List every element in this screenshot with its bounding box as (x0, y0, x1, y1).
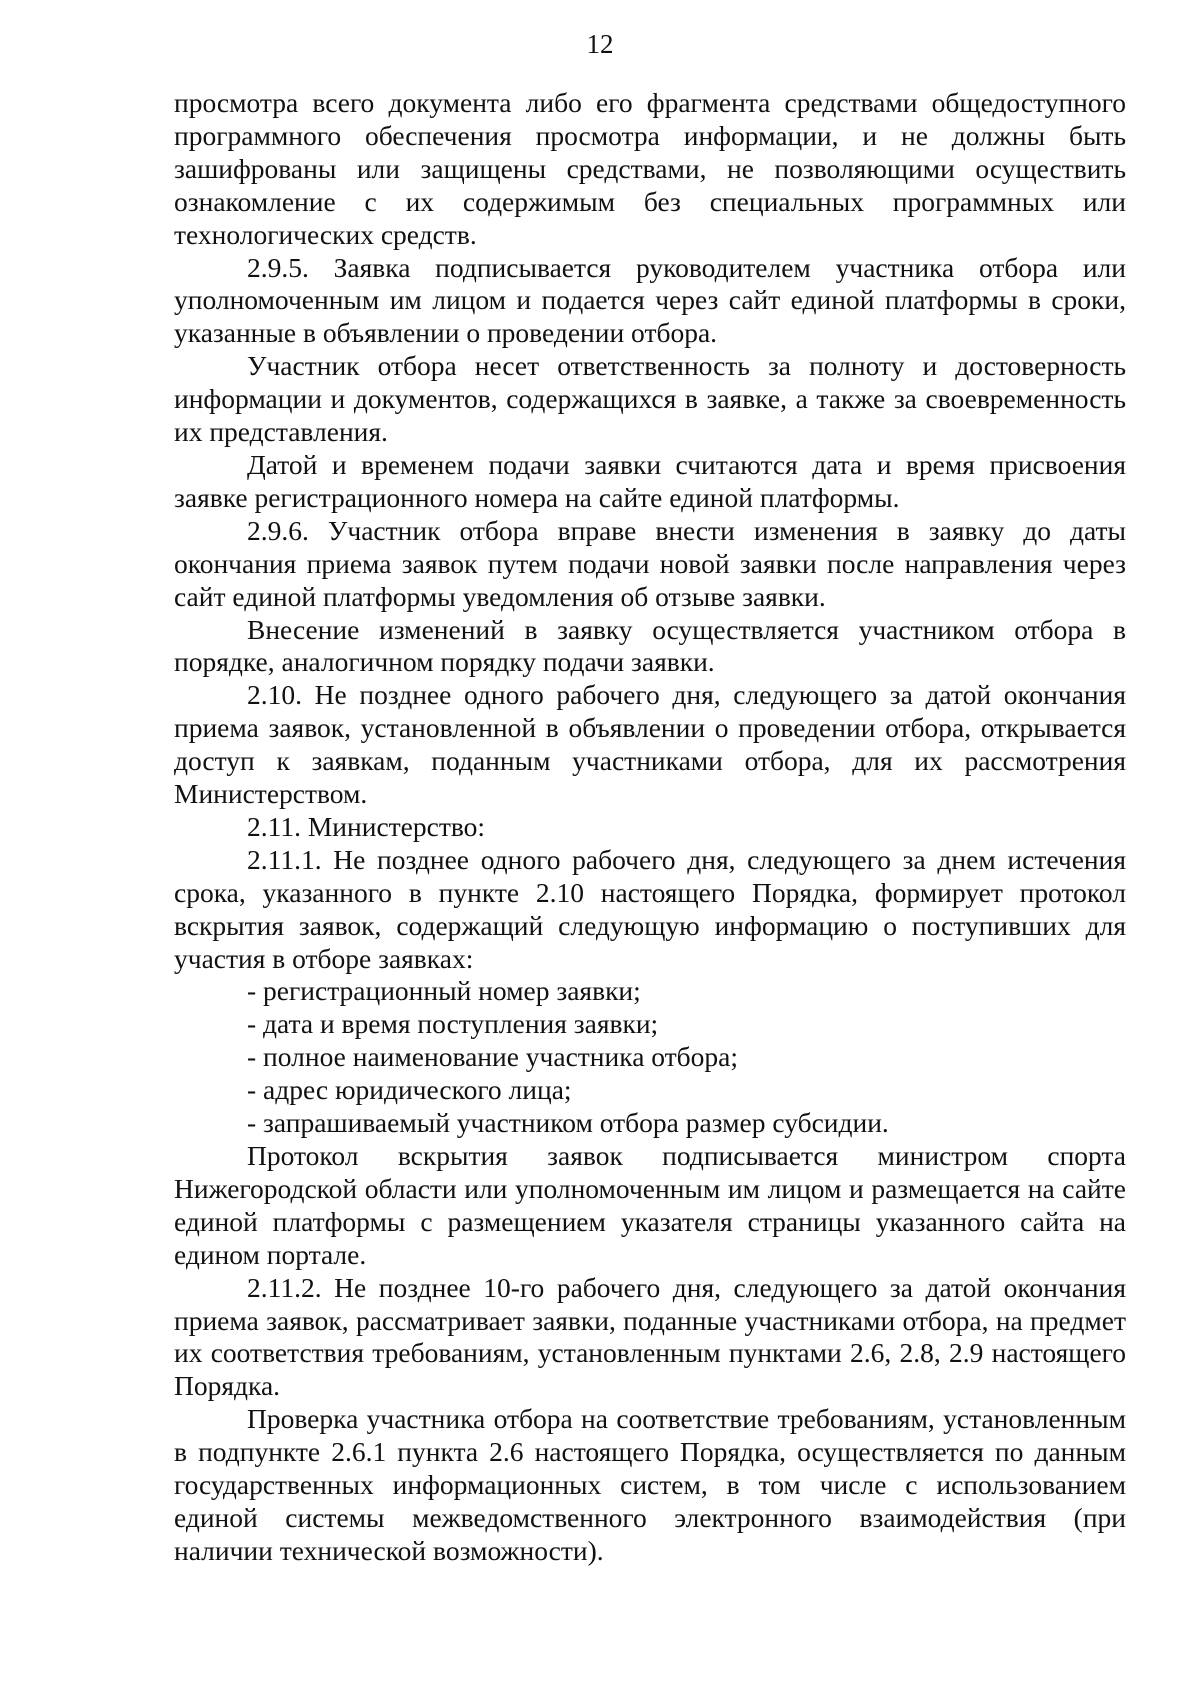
paragraph-1: просмотра всего документа либо его фрагмента средствами общедоступного программного обеспечения просмотра информации, и не должны быть зашифрованы или защищены средствами, не позволяющими осуществить ознакомление с их содержимым без специальных программных или технологических средств. (174, 87, 1126, 250)
list-item: - запрашиваемый участником отбора размер субсидии. (247, 1107, 889, 1139)
list-item: - регистрационный номер заявки; (247, 975, 641, 1007)
paragraph-submission-date: Датой и временем подачи заявки считаются дата и время присвоения заявке регистрационного номера на сайте единой платформы. (174, 448, 1126, 513)
page-number: 12 (586, 29, 614, 59)
paragraph-protocol: Протокол вскрытия заявок подписывается министром спорта Нижегородской области или уполномоченным им лицом и размещается на сайте единой платформы с размещением указателя страницы указанного сайта на едином портале. (174, 1140, 1126, 1270)
paragraph-2-11-1: 2.11.1. Не позднее одного рабочего дня, следующего за днем истечения срока, указанного в пункте 2.10 настоящего Порядка, формирует протокол вскрытия заявок, содержащий следующую информацию о поступивших для участия в отборе заявках: (174, 843, 1126, 974)
paragraph-verification: Проверка участника отбора на соответствие требованиям, установленным в подпункте 2.6.1 пункта 2.6 настоящего Порядка, осуществляется по данным государственных информационных систем, в том числе с использованием единой системы межведомственного электронного взаимодействия (при наличии технической возможности). (174, 1403, 1126, 1566)
list-item: - дата и время поступления заявки; (247, 1008, 659, 1040)
list-item: - адрес юридического лица; (247, 1074, 572, 1106)
paragraph-2-10: 2.10. Не позднее одного рабочего дня, следующего за датой окончания приема заявок, установленной в объявлении о проведении отбора, открывается доступ к заявкам, поданным участниками отбора, для их рассмотрения Министерством. (174, 679, 1126, 810)
paragraph-changes: Внесение изменений в заявку осуществляется участником отбора в порядке, аналогичном порядку подачи заявки. (174, 613, 1126, 678)
paragraph-2-9-5: 2.9.5. Заявка подписывается руководителем участника отбора или уполномоченным им лицом и подается через сайт единой платформы в сроки, указанные в объявлении о проведении отбора. (174, 251, 1126, 349)
list-item: - полное наименование участника отбора; (247, 1041, 739, 1073)
paragraph-2-11: 2.11. Министерство: (247, 810, 486, 842)
paragraph-2-9-6: 2.9.6. Участник отбора вправе внести изменения в заявку до даты окончания приема заявок путем подачи новой заявки после направления через сайт единой платформы уведомления об отзыве заявки. (174, 514, 1126, 612)
document-body (174, 87, 1126, 1568)
paragraph-2-11-2: 2.11.2. Не позднее 10-го рабочего дня, следующего за датой окончания приема заявок, рассматривает заявки, поданные участниками отбора, на предмет их соответствия требованиям, установленным пунктами 2.6, 2.8, 2.9 настоящего Порядка. (174, 1271, 1126, 1402)
paragraph-responsibility: Участник отбора несет ответственность за полноту и достоверность информации и документов, содержащихся в заявке, а также за своевременность их представления. (174, 350, 1126, 448)
